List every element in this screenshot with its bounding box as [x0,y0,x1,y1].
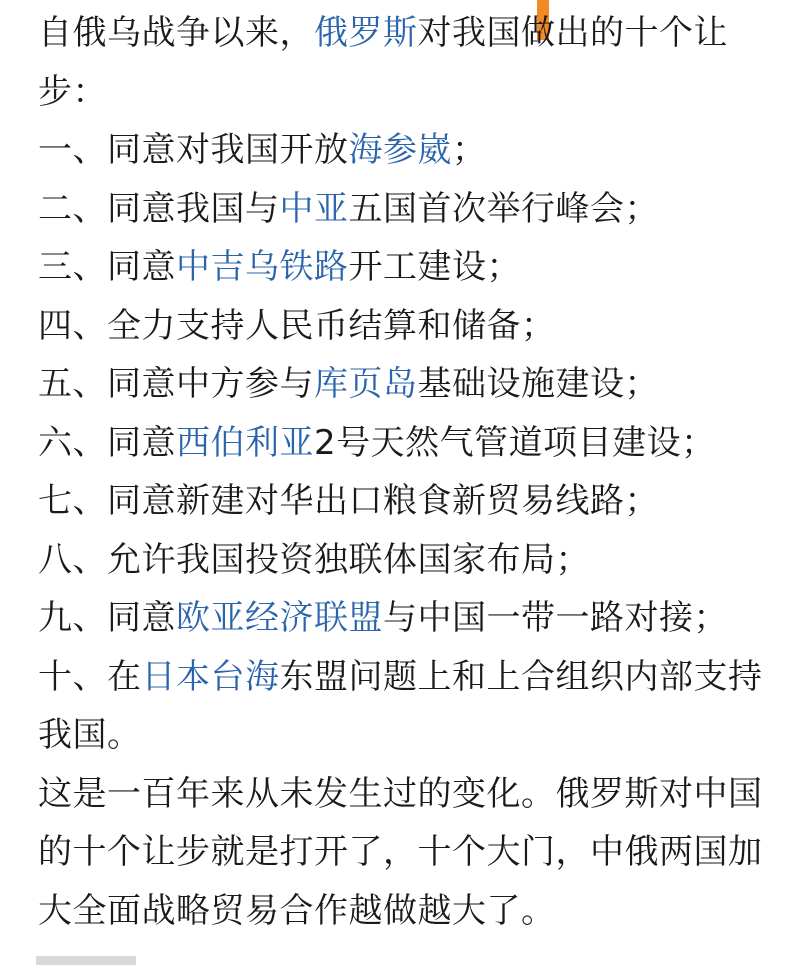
item-text: 一、同意对我国开放 [38,130,349,170]
topic-link[interactable]: 库页岛 [314,364,418,404]
intro-text: 自俄乌战争以来， [38,13,314,53]
item-text: 二、同意我国与 [38,188,280,229]
item-text: 七、同意新建对华出口粮食新贸易线路； [38,481,659,521]
item-text: 六、同意 [38,422,176,463]
list-item [38,238,768,297]
item-text: ； [452,130,487,170]
item-text: 九、同意 [38,598,176,638]
intro-text-cont: 对我国做出的十个让步： [38,13,728,112]
item-text: 五国首次举行峰会； [348,188,659,229]
list-item [38,414,768,473]
list-item [38,472,768,531]
topic-link[interactable]: 中亚 [279,188,349,229]
item-text: 东盟问题上和上合组织内部支持我国。 [38,656,763,755]
topic-link[interactable]: 西伯利亚 [176,422,314,463]
item-text: 十、在 [38,656,142,697]
item-text: 三、同意 [38,247,176,287]
item-text: 基础设施建设； [417,364,659,404]
post-content [38,4,768,940]
topic-link[interactable]: 中吉乌铁路 [176,247,349,287]
item-text: 五、同意中方参与 [38,364,314,404]
intro-paragraph [38,4,768,121]
item-text: 开工建设； [348,247,521,287]
item-text: 与中国一带一路对接； [383,598,728,638]
scroll-indicator [36,956,136,965]
list-item [38,121,768,180]
item-text: 2号天然气管道项目建设； [314,422,716,463]
list-item [38,297,768,356]
list-item [38,589,768,648]
list-item [38,355,768,414]
list-item [38,180,768,239]
topic-link[interactable]: 海参崴 [348,130,452,170]
topic-link[interactable]: 日本台海 [141,656,280,697]
topic-link[interactable]: 欧亚经济联盟 [176,598,383,638]
topic-link-russia[interactable]: 俄罗斯 [314,13,418,53]
list-item [38,531,768,590]
conclusion-paragraph: 这是一百年来从未发生过的变化。俄罗斯对中国的十个让步就是打开了，十个大门，中俄两国加大全面战略贸易合作越做越大了。 [38,773,763,931]
item-text: 四、全力支持人民币结算和储备； [38,305,556,346]
list-item [38,648,768,765]
item-text: 八、允许我国投资独联体国家布局； [38,539,590,580]
